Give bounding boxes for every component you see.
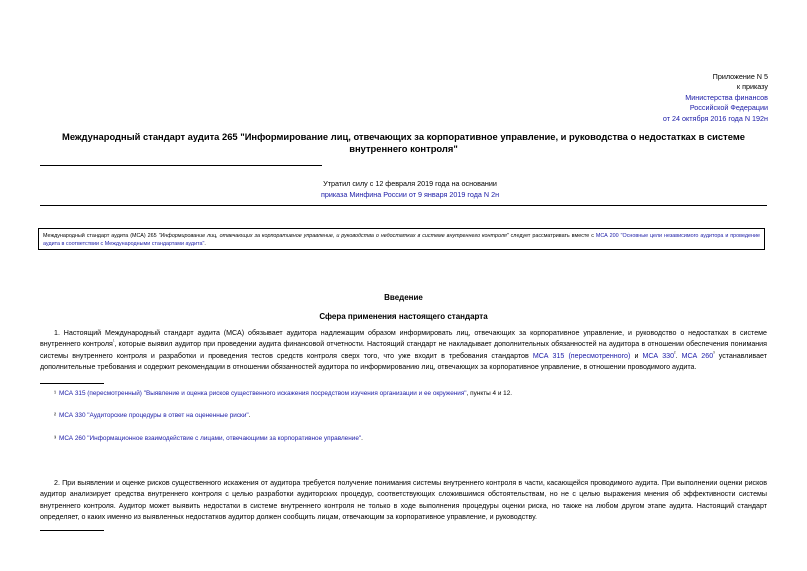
para1-text-c: устанавливает дополнительные требования и содержит рекомендации в отношении обязанностей аудитора по информированию лиц, отвечающих за корпоративное управление, в отношении проводимого аудита. (40, 351, 768, 372)
footnote-divider (40, 383, 104, 384)
footnote-ref-2[interactable]: ² (674, 350, 676, 356)
note-text-2: следует рассматривать вместе с (508, 233, 596, 239)
footnote-2-tail: . (248, 412, 251, 419)
appendix-order: к приказу (736, 82, 768, 92)
para1-text-a: 1. Настоящий Международный стандарт аудита (МСА) обязывает аудитора надлежащим образом информировать лиц, отвечающих за корпоративное управление, и руководство о недостатках в системе внутреннего контроля (40, 329, 767, 349)
footnote-1-mark: ¹ (54, 390, 57, 397)
note-isa200-link[interactable]: МСА 200 "Основные цели независимого аудитора и проведение аудита в соответствии с Международными стандартами аудита" (43, 233, 760, 248)
isa330-link[interactable]: МСА 330 (642, 351, 675, 360)
note-box (38, 228, 765, 250)
footnote-3-mark: ³ (54, 435, 57, 442)
footnote-ref-3[interactable]: ³ (713, 350, 715, 356)
para1-sep: . (675, 351, 682, 360)
footnote-3-link[interactable]: МСА 260 "Информационное взаимодействие с лицами, отвечающими за корпоративное управление" (59, 435, 362, 442)
footnote-3-tail: . (361, 435, 363, 442)
footnote-1-link[interactable]: МСА 315 (пересмотренный) "Выявление и оценка рисков существенного искажения посредством изучения организации и ее окружения" (59, 390, 467, 397)
appendix-date-link[interactable]: от 24 октября 2016 года N 192н (662, 113, 768, 123)
expiry-notice (200, 178, 620, 200)
footnote-1 (54, 389, 512, 398)
para2-text-b: При выполнении оценки рисков аудитор анализирует средства внутреннего контроля с целью разработки аудиторских процедур, соответствующих сложившимся обстоятельствам, но не с целью выражения мнения об эффективности системы внутреннего контроля. Аудитор может выявить недостатки в системе внутреннего контроля не только в ходе выполнения процедуры оценки риска, но также на любом другом этапе аудита. Настоящий стандарт определяет, о каких именно из выявленных недостатков аудитор должен сообщить лицам, отвечающим за корпоративное управление, и руководству. (40, 479, 767, 522)
expiry-text: Утратил силу с 12 февраля 2019 года на основании (323, 179, 497, 188)
heading-introduction: Введение (384, 293, 423, 302)
appendix-number: Приложение N 5 (712, 72, 768, 81)
footnote-3 (54, 434, 363, 443)
document-title: Международный стандарт аудита 265 "Информирование лиц, отвечающих за корпоративное управление, и руководства о недостатках в системе внутреннего контроля" (62, 131, 745, 154)
footnote-divider-2 (40, 530, 104, 531)
expiry-order-link[interactable]: приказа Минфина России от 9 января 2019 года N 2н (320, 190, 500, 199)
appendix-country-link[interactable]: Российской Федерации (689, 103, 768, 113)
note-text: Международный стандарт аудита (МСА) 265 (43, 233, 159, 239)
note-italic-title: "Информирование лиц, отвечающих за корпоративное управление, и руководства о недостатках в системе внутреннего контроля" (158, 233, 509, 239)
isa315-link[interactable]: МСА 315 (пересмотренного) (532, 351, 631, 360)
paragraph-2 (40, 478, 767, 524)
footnote-2-link[interactable]: МСА 330 "Аудиторские процедуры в ответ на оцененные риски" (59, 412, 249, 419)
note-end: . (204, 241, 206, 248)
footnote-2-mark: ² (54, 412, 57, 419)
appendix-ministry-link[interactable]: Министерства финансов (685, 92, 768, 102)
appendix-block (663, 72, 768, 124)
heading-scope: Сфера применения настоящего стандарта (319, 312, 488, 321)
footnote-ref-1[interactable]: ¹ (112, 339, 115, 345)
para1-and: и (630, 351, 643, 360)
para1-text-b: , которые выявил аудитор при проведении аудита финансовой отчетности. Настоящий стандарт не накладывает дополнительных обязанностей на аудитора в отношении обеспечения понимания системы внутреннего контроля и разработки и проведения тестов средств контроля сверх того, что уже входит в требования стандартов (40, 340, 767, 360)
section-divider (40, 205, 767, 206)
para2-text-a: 2. При выявлении и оценке рисков существенного искажения от аудитора требуется получение понимания системы внутреннего контроля в части, касающейся проводимого аудита. (54, 479, 660, 487)
paragraph-1 (40, 328, 767, 374)
footnote-2 (54, 411, 250, 420)
title-divider (40, 165, 322, 166)
isa260-link[interactable]: МСА 260 (681, 351, 714, 360)
footnote-1-tail: , пункты 4 и 12. (466, 390, 513, 397)
